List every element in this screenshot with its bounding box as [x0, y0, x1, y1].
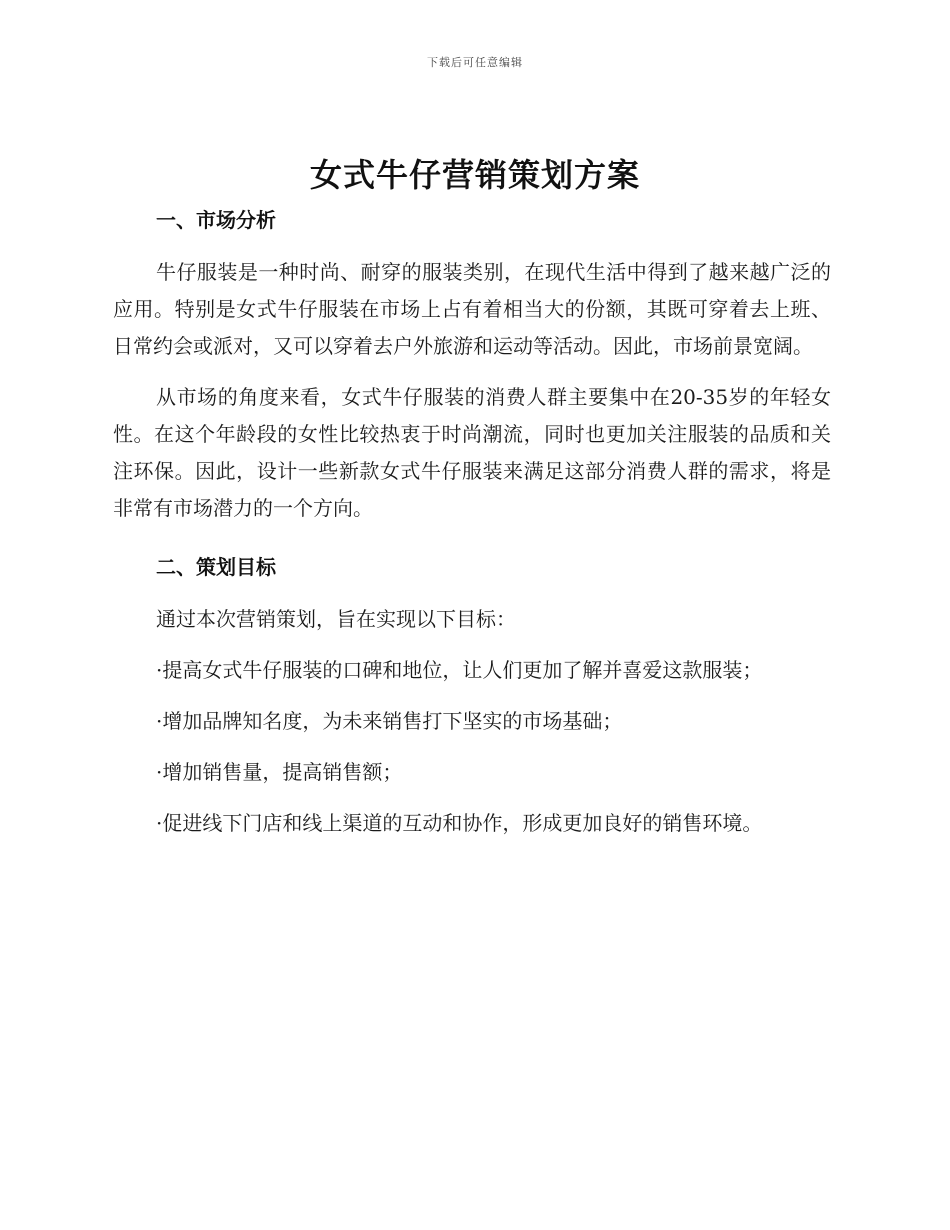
section-heading-planning-goals: 二、策划目标 — [156, 555, 276, 579]
goal-item: ·增加品牌知名度，为未来销售打下坚实的市场基础； — [156, 709, 623, 733]
header-note: 下载后可任意编辑 — [427, 56, 523, 69]
document-body — [113, 200, 831, 842]
section-heading-market-analysis: 一、市场分析 — [156, 208, 276, 232]
goal-item: ·提高女式牛仔服装的口碑和地位，让人们更加了解并喜爱这款服装； — [156, 658, 763, 682]
goal-item: ·促进线下门店和线上渠道的互动和协作，形成更加良好的销售环境。 — [156, 811, 763, 835]
document-title: 女式牛仔营销策划方案 — [309, 156, 640, 194]
goal-item: ·增加销售量，提高销售额； — [156, 760, 403, 784]
paragraph-market-overview: 牛仔服装是一种时尚、耐穿的服装类别，在现代生活中得到了越来越广泛的应用。特别是女式牛仔服装在市场上占有着相当大的份额，其既可穿着去上班、日常约会或派对，又可以穿着去户外旅游和运动等活动。因此，市场前景宽阔。 — [113, 260, 831, 358]
goals-intro: 通过本次营销策划，旨在实现以下目标： — [156, 607, 516, 631]
paragraph-target-consumers: 从市场的角度来看，女式牛仔服装的消费人群主要集中在20-35岁的年轻女性。在这个年龄段的女性比较热衷于时尚潮流，同时也更加关注服装的品质和关注环保。因此，设计一些新款女式牛仔服装来满足这部分消费人群的需求，将是非常有市场潜力的一个方向。 — [113, 385, 831, 520]
